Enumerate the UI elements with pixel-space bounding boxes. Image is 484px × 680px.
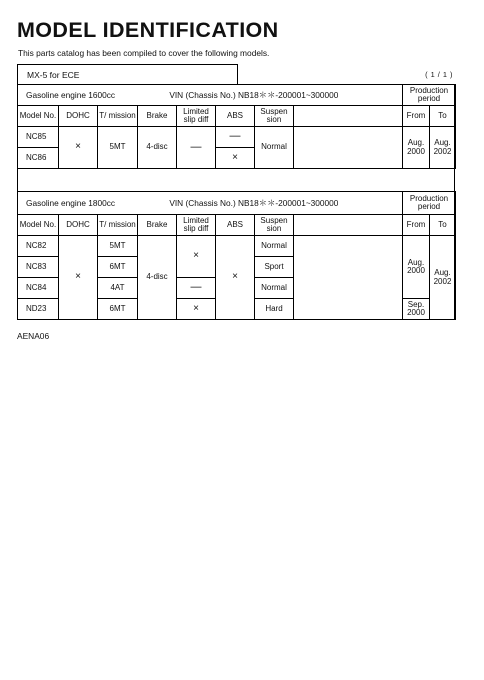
col-abs-header: ABS <box>216 215 255 236</box>
model-number: NC82 <box>18 236 59 257</box>
engine-1800-vin: VIN (Chassis No.) NB18＊＊-200001~300000 <box>169 197 339 208</box>
blank-cell <box>294 127 403 169</box>
to-value: Aug. 2002 <box>430 127 456 169</box>
lsd-value: × <box>177 299 216 320</box>
col-brake-header: Brake <box>138 215 177 236</box>
engine-1800-table <box>17 191 456 320</box>
from-value: Sep. 2000 <box>403 299 430 320</box>
col-abs-header: ABS <box>216 106 255 127</box>
col-to-header: To <box>430 215 456 236</box>
engine-1600-heading <box>18 85 403 106</box>
suspension-value: Normal <box>255 278 294 299</box>
mission-value: 4AT <box>98 278 138 299</box>
col-dohc-header: DOHC <box>59 215 98 236</box>
model-number: NC84 <box>18 278 59 299</box>
abs-value: — <box>216 127 255 148</box>
production-period-header: Production period <box>403 85 456 106</box>
model-tab <box>17 64 238 85</box>
mission-value: 5MT <box>98 127 138 169</box>
col-dohc-header: DOHC <box>59 106 98 127</box>
engine-1800-label: Gasoline engine 1800cc <box>26 197 116 208</box>
engine-1600-label: Gasoline engine 1600cc <box>26 89 116 100</box>
col-mission-header: T/ mission <box>98 106 138 127</box>
model-number: NC86 <box>18 148 59 169</box>
abs-value: × <box>216 236 255 320</box>
from-value: Aug. 2000 <box>403 127 430 169</box>
col-suspension-header: Suspen sion <box>255 106 294 127</box>
from-value: Aug. 2000 <box>403 236 430 299</box>
production-period-header: Production period <box>403 192 456 215</box>
engine-1600-vin: VIN (Chassis No.) NB18＊＊-200001~300000 <box>169 89 339 100</box>
brake-value: 4-disc <box>138 236 177 320</box>
col-blank-header <box>294 106 403 127</box>
suspension-value: Sport <box>255 257 294 278</box>
mission-value: 5MT <box>98 236 138 257</box>
model-number: NC83 <box>18 257 59 278</box>
suspension-value: Hard <box>255 299 294 320</box>
col-brake-header: Brake <box>138 106 177 127</box>
blank-cell <box>294 236 403 320</box>
lsd-value: — <box>177 127 216 169</box>
page-title: MODEL IDENTIFICATION <box>17 18 279 42</box>
lsd-value: — <box>177 278 216 299</box>
mission-value: 6MT <box>98 299 138 320</box>
model-number: NC85 <box>18 127 59 148</box>
model-tab-label: MX-5 for ECE <box>27 70 80 80</box>
col-model-header: Model No. <box>18 106 59 127</box>
col-model-header: Model No. <box>18 215 59 236</box>
suspension-value: Normal <box>255 127 294 169</box>
page-subtitle: This parts catalog has been compiled to cover the following models. <box>18 48 270 58</box>
col-suspension-header: Suspen sion <box>255 215 294 236</box>
to-value: Aug. 2002 <box>430 236 456 320</box>
col-from-header: From <box>403 106 430 127</box>
dohc-value: × <box>59 236 98 320</box>
suspension-value: Normal <box>255 236 294 257</box>
footer-code: AENA06 <box>17 331 50 341</box>
page-indicator: ( 1 / 1 ) <box>425 70 453 79</box>
dohc-value: × <box>59 127 98 169</box>
col-from-header: From <box>403 215 430 236</box>
col-mission-header: T/ mission <box>98 215 138 236</box>
col-to-header: To <box>430 106 456 127</box>
engine-1600-block <box>17 84 456 169</box>
model-number: ND23 <box>18 299 59 320</box>
abs-value: × <box>216 148 255 169</box>
mission-value: 6MT <box>98 257 138 278</box>
engine-1800-heading <box>18 192 403 215</box>
brake-value: 4-disc <box>138 127 177 169</box>
engine-1800-block <box>17 191 456 320</box>
col-lsd-header: Limited slip diff <box>177 215 216 236</box>
engine-1600-table <box>17 84 456 169</box>
col-lsd-header: Limited slip diff <box>177 106 216 127</box>
lsd-value: × <box>177 236 216 278</box>
col-blank-header <box>294 215 403 236</box>
